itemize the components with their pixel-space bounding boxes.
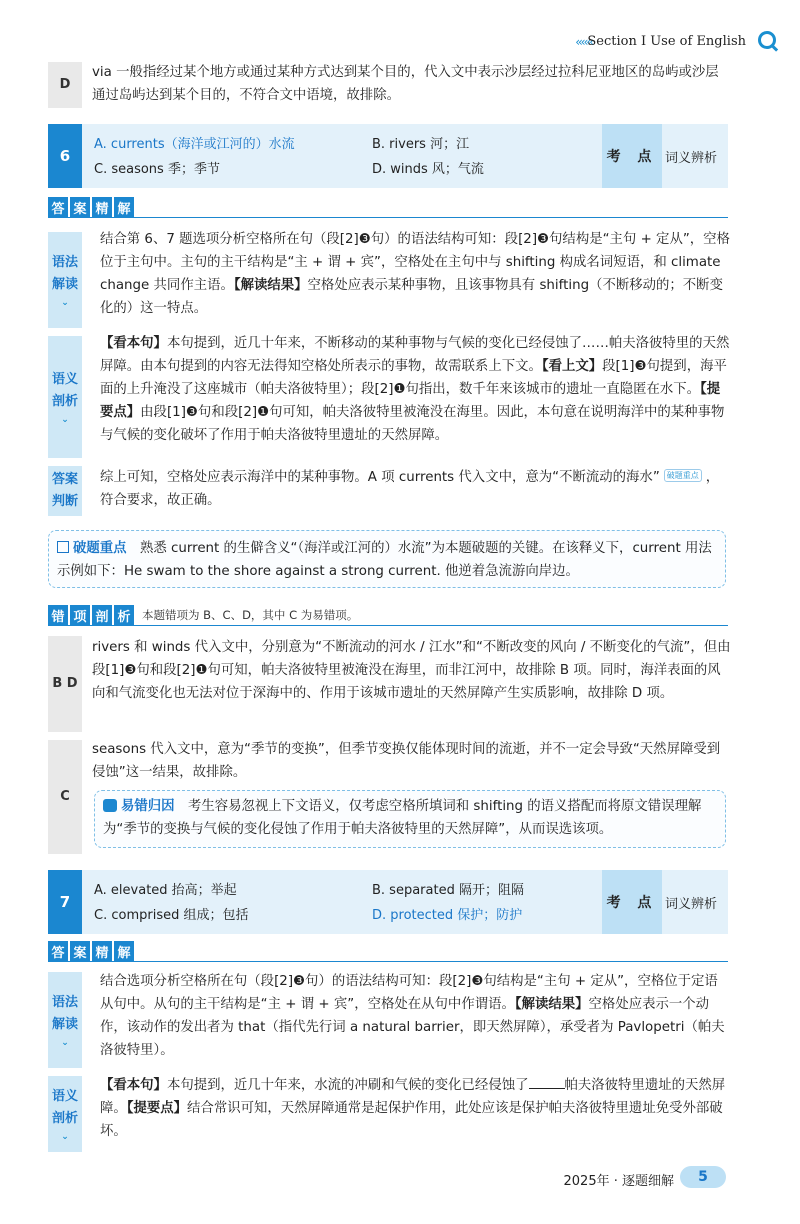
answer-tile: 精 xyxy=(92,197,112,217)
answer-tile: 解 xyxy=(114,941,134,961)
chevron-down-icon: ⌄ xyxy=(61,1132,69,1142)
question-number: 7 xyxy=(48,870,82,934)
kaodian-value: 词义辨析 xyxy=(664,150,717,166)
wrong-tile: 错 xyxy=(48,605,68,625)
wrong-tile: 析 xyxy=(114,605,134,625)
option-d: D. protected 保护；防护 xyxy=(372,908,523,923)
answer-tile: 精 xyxy=(92,941,112,961)
answer-judgement: 综上可知，空格处应表示海洋中的某种事物。A 项 currents 代入文中，意为“不断流动的海水” 破题重点 ，符合要求，故正确。 xyxy=(100,470,720,508)
kaodian-label: 考 点 xyxy=(602,124,662,188)
semantic-label: 语义剖析 ⌄ xyxy=(48,336,82,458)
search-icon xyxy=(758,31,776,49)
judge-label: 答案判断 xyxy=(48,466,82,516)
answer-blank xyxy=(529,1074,565,1089)
option-a: A. currents（海洋或江河的）水流 xyxy=(94,137,295,152)
footer-text: 2025年 · 逐题细解 xyxy=(563,1174,674,1189)
question-6-box xyxy=(48,124,728,188)
answer-section-header xyxy=(48,940,136,962)
option-c-label: C xyxy=(48,740,82,854)
chevron-down-icon: ⌄ xyxy=(61,415,69,425)
section-divider xyxy=(48,625,728,626)
option-b: B. separated 隔开；阻隔 xyxy=(372,883,524,898)
semantic-analysis: 【看本句】本句提到，近几十年来，水流的冲刷和气候的变化已经侵蚀了 帕夫洛彼特里遗址的天然屏障。【提要点】结合常识可知，天然屏障通常是起保护作用，此处应该是保护帕夫洛彼特里遗址免受外部破坏。 xyxy=(100,1074,730,1143)
error-cause-text: 考生容易忽视上下文语义，仅考虑空格所填词和 shifting 的语义搭配而将原文错误理解为“季节的变换与气候的变化侵蚀了作用于帕夫洛彼特里的天然屏障”，从而误选该项。 xyxy=(103,799,702,837)
chevron-down-icon: ⌄ xyxy=(61,1038,69,1048)
answer-tile: 答 xyxy=(48,941,68,961)
error-icon xyxy=(103,799,117,812)
semantic-analysis: 【看本句】本句提到，近几十年来，不断移动的某种事物与气候的变化已经侵蚀了……帕夫洛彼特里的天然屏障。由本句提到的内容无法得知空格处所表示的事物，故需联系上下文。【看上文】段[1]❸句提到，海平面的上升淹没了这座城市（帕夫洛彼特里）；段[2]❶句指出，数千年来该城市的遗址一直隐匿在水下。【提要点】由段[1]❸句和段[2]❶句可知，帕夫洛彼特里被淹没在海里。因此，本句意在说明海洋中的某种事物与气候的变化破坏了作用于帕夫洛彼特里遗址的天然屏障。 xyxy=(100,336,730,443)
option-bd-explanation: rivers 和 winds 代入文中，分别意为“不断流动的河水 / 江水”和“不断改变的风向 / 不断变化的气流”，但由段[1]❸句和段[2]❶句可知，帕夫洛彼特里被淹没在海里，而非江河中，故排除 B 项。同时，海洋表面的风向和气流变化也无法对位于深海中的、作用于该城市遗址的天然屏障产生实质影响，故排除 D 项。 xyxy=(92,640,731,701)
wrong-section-header xyxy=(48,604,358,626)
book-icon xyxy=(57,541,69,553)
option-d-label: D xyxy=(48,62,82,108)
error-cause-box xyxy=(94,790,726,848)
option-bd-label: B D xyxy=(48,636,82,732)
answer-tile: 答 xyxy=(48,197,68,217)
page-header xyxy=(0,28,800,58)
key-point-stamp: 破题重点 xyxy=(664,469,702,482)
error-cause-title: 易错归因 xyxy=(121,799,175,814)
key-point-title: 破题重点 xyxy=(73,541,127,556)
grammar-explanation: 结合第 6、7 题选项分析空格所在句（段[2]❸句）的语法结构可知：段[2]❸句结构是“主句 + 定从”，空格位于主句中。主句的主干结构是“主 + 谓 + 宾”，空格处在主句中与 shifting 构成名词短语，和 climate change 共同作主语。【解读结果】空格处应表示某种事物，且该事物具有 shifting（不断移动的；不断变化的）这一特点。 xyxy=(100,232,730,316)
page-number: 5 xyxy=(680,1166,726,1188)
question-7-box xyxy=(48,870,728,934)
key-point-box xyxy=(48,530,726,588)
option-c: C. comprised 组成；包括 xyxy=(94,908,249,923)
wrong-tile: 项 xyxy=(70,605,90,625)
answer-tile: 解 xyxy=(114,197,134,217)
chevron-down-icon: ⌄ xyxy=(61,298,69,308)
answer-tile: 案 xyxy=(70,197,90,217)
wrong-section-note: 本题错项为 B、C、D，其中 C 为易错项。 xyxy=(142,608,359,622)
option-c-explanation: seasons 代入文中，意为“季节的变换”，但季节变换仅能体现时间的流逝，并不一定会导致“天然屏障受到侵蚀”这一结果，故排除。 xyxy=(92,742,721,780)
wrong-tile: 剖 xyxy=(92,605,112,625)
option-c: C. seasons 季；季节 xyxy=(94,162,220,177)
grammar-label: 语法解读 ⌄ xyxy=(48,972,82,1068)
section-divider xyxy=(48,217,728,218)
grammar-label: 语法解读 ⌄ xyxy=(48,232,82,328)
option-d-explanation: via 一般指经过某个地方或通过某种方式达到某个目的，代入文中表示沙层经过拉科尼亚地区的岛屿或沙层通过岛屿达到某个目的，不符合文中语境，故排除。 xyxy=(92,65,719,103)
arrows-icon: ‹‹‹‹‹‹ xyxy=(575,35,592,49)
option-b: B. rivers 河；江 xyxy=(372,137,470,152)
section-divider xyxy=(48,961,728,962)
section-title: Section I Use of English xyxy=(587,34,746,49)
question-number: 6 xyxy=(48,124,82,188)
option-d: D. winds 风；气流 xyxy=(372,162,484,177)
semantic-label: 语义剖析 ⌄ xyxy=(48,1076,82,1152)
grammar-explanation: 结合选项分析空格所在句（段[2]❸句）的语法结构可知：段[2]❸句结构是“主句 + 定从”，空格位于定语从句中。从句的主干结构是“主 + 谓 + 宾”，空格处在从句中作谓语。【解读结果】空格处应表示一个动作，该动作的发出者为 that（指代先行词 a natural barrier，即天然屏障），承受者为 Pavlopetri（帕夫洛彼特里）。 xyxy=(100,974,725,1058)
kaodian-value: 词义辨析 xyxy=(664,896,717,912)
key-point-text: 熟悉 current 的生僻含义“（海洋或江河的）水流”为本题破题的关键。在该释义下，current 用法示例如下：He swam to the shore against a strong current. 他逆着急流游向岸边。 xyxy=(57,541,712,579)
option-a: A. elevated 抬高；举起 xyxy=(94,883,237,898)
kaodian-label: 考 点 xyxy=(602,870,662,934)
answer-section-header xyxy=(48,196,136,218)
answer-tile: 案 xyxy=(70,941,90,961)
